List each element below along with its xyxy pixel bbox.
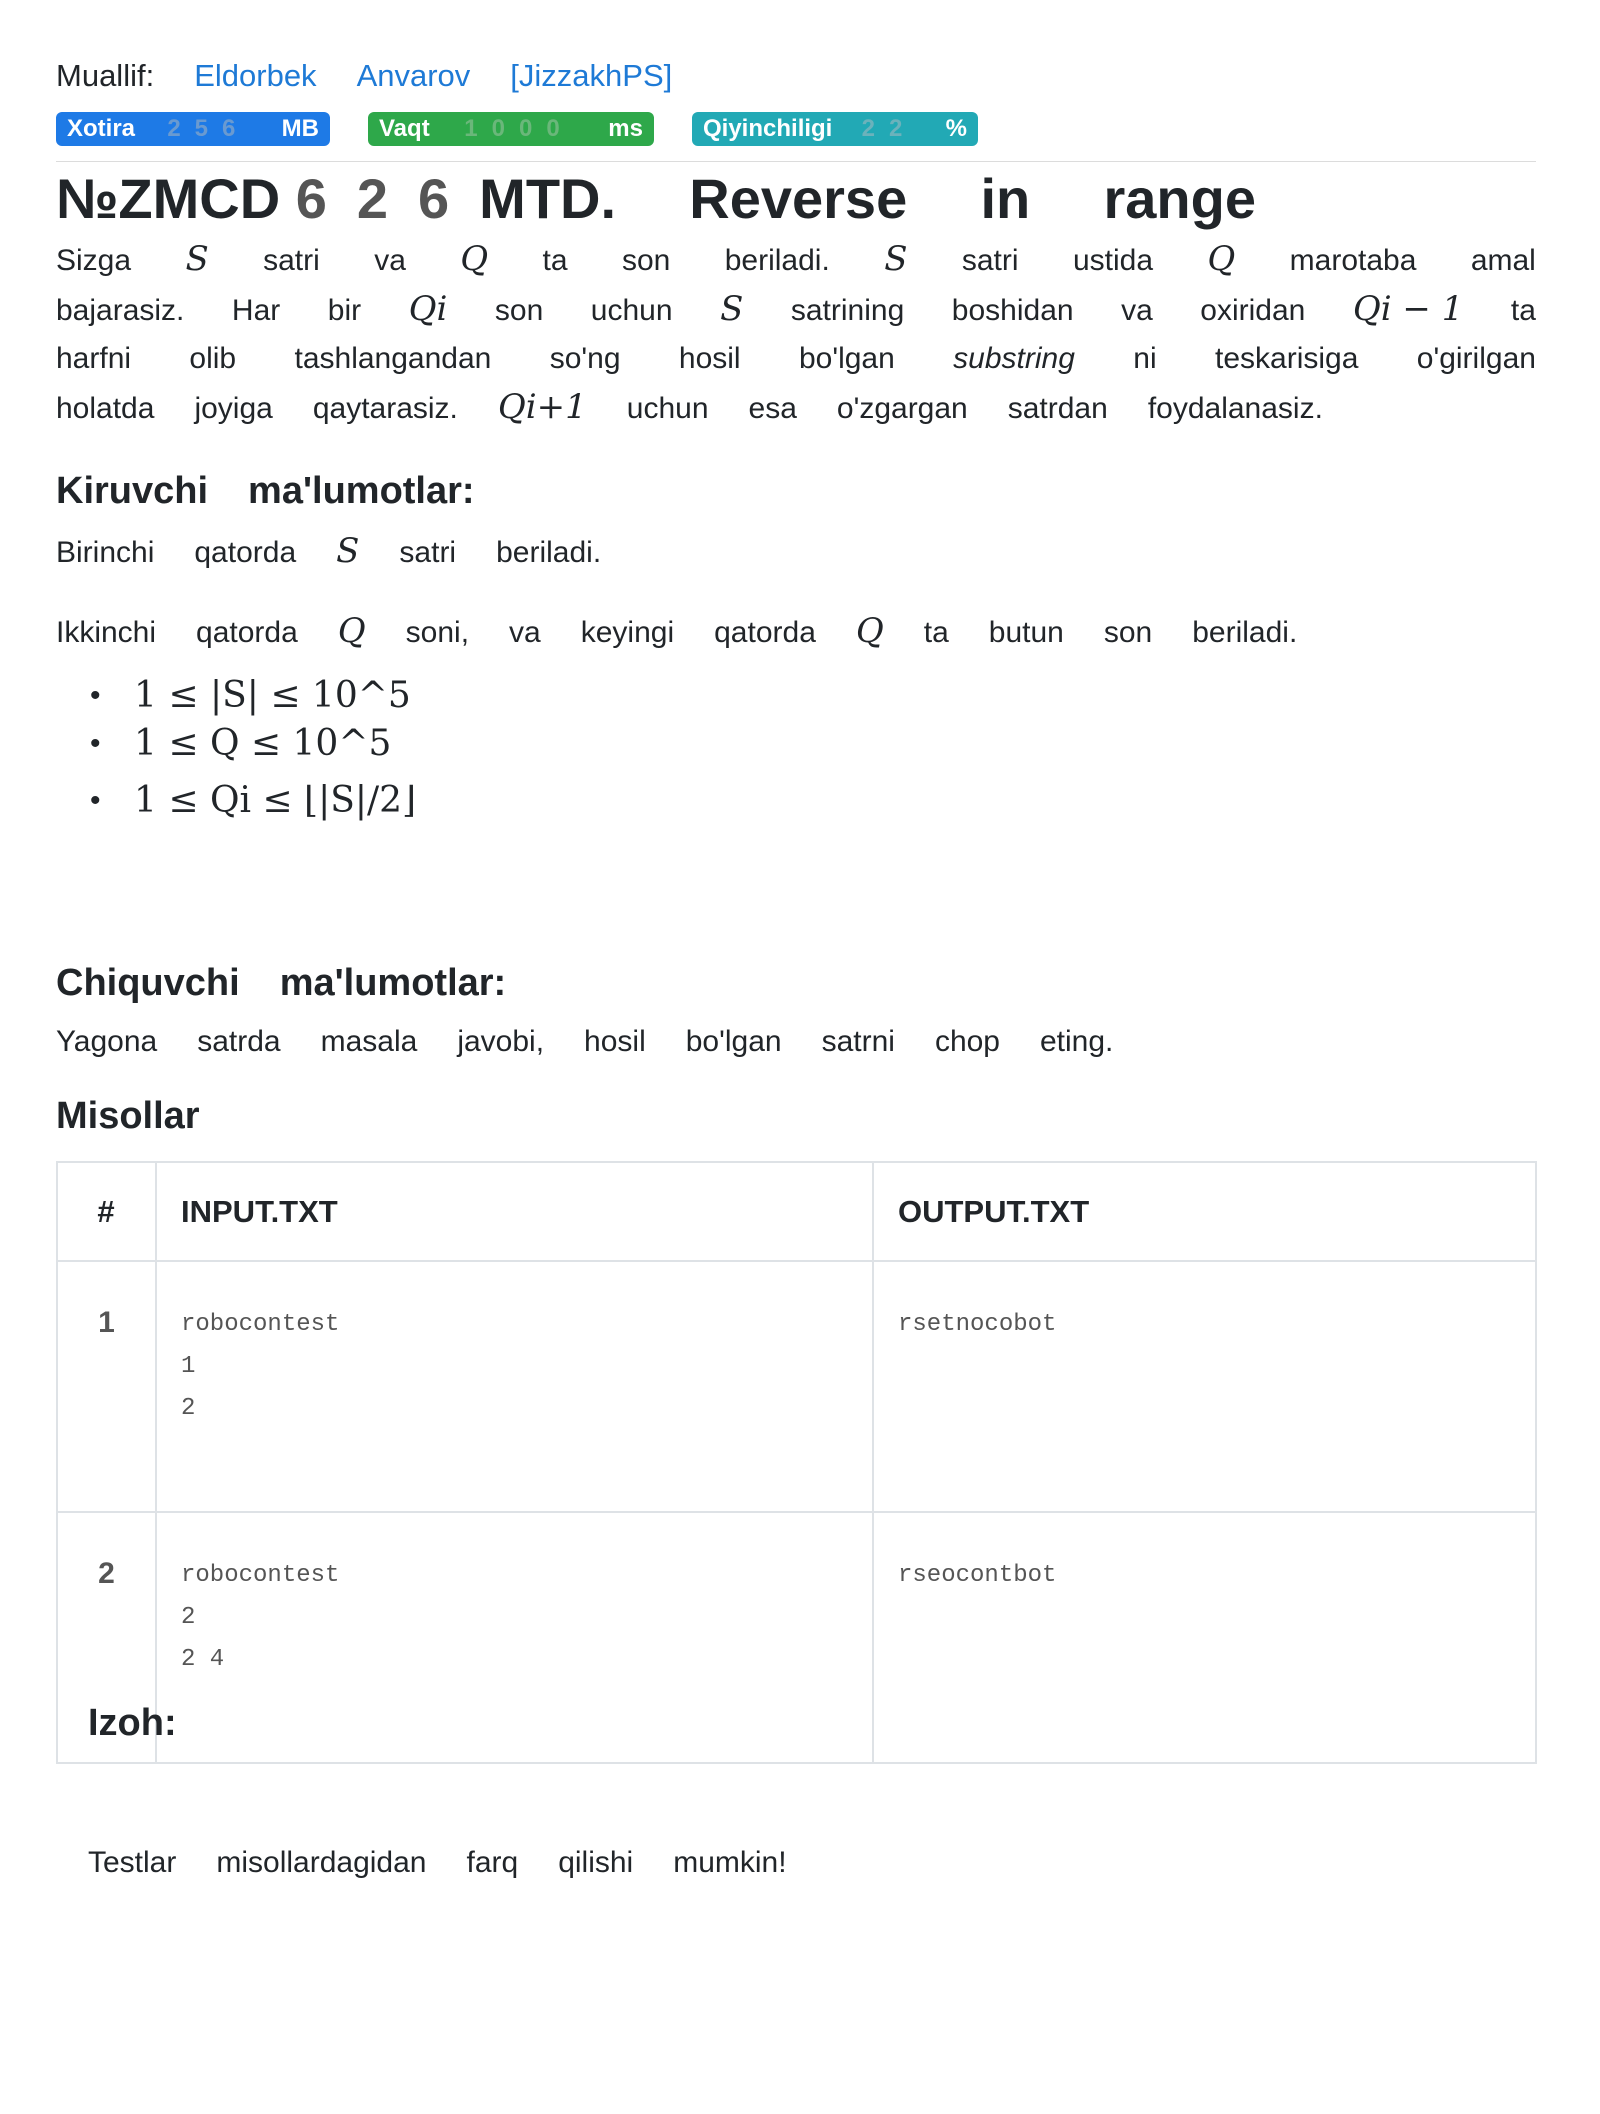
difficulty-badge: [692, 112, 978, 146]
example-output[interactable]: rseocontbot: [873, 1512, 1536, 1763]
word: marotaba: [1289, 244, 1417, 277]
word: bajarasiz.: [56, 294, 185, 327]
word: o'girilgan: [1416, 342, 1536, 375]
word: esa: [748, 392, 797, 425]
note-text: [88, 1846, 787, 1880]
difficulty-value: 22: [861, 115, 917, 142]
word: foydalanasiz.: [1147, 392, 1323, 425]
math-expression: Qi − 1: [1352, 289, 1464, 329]
time-value: 1000: [464, 115, 574, 142]
math-var: S: [720, 289, 744, 329]
word: Sizga: [56, 244, 132, 277]
input-heading: [56, 470, 475, 513]
examples-heading-text: Misollar: [56, 1095, 200, 1137]
word: satri: [961, 244, 1019, 277]
word: va: [1121, 294, 1153, 327]
word: ta: [542, 244, 568, 277]
problem-code-suffix: MTD.: [479, 167, 617, 230]
math-var: S: [884, 239, 908, 279]
word: hosil: [584, 1025, 646, 1058]
table-row: [57, 1512, 1536, 1763]
memory-unit: MB: [281, 115, 319, 142]
word: so'ng: [549, 342, 621, 375]
math-var: Q: [460, 239, 489, 279]
word: ustida: [1072, 244, 1154, 277]
heading-word: ma'lumotlar:: [248, 470, 475, 512]
word: bo'lgan: [798, 342, 895, 375]
constraint-text: 1 ≤ Qi ≤ ⌊|S|/2⌋: [134, 780, 417, 821]
author-label: Muallif:: [56, 58, 155, 93]
word: bir: [327, 294, 362, 327]
word: tashlangandan: [294, 342, 492, 375]
examples-table: [56, 1161, 1537, 1764]
word: qilishi: [558, 1846, 634, 1879]
problem-code: [56, 166, 616, 231]
constraint-item: [90, 780, 417, 821]
word: satrdan: [1007, 392, 1108, 425]
word: boshidan: [951, 294, 1074, 327]
table-row: [57, 1261, 1536, 1512]
divider: [56, 161, 1536, 162]
constraint-text: 1 ≤ Q ≤ 10^5: [134, 723, 392, 764]
problem-name-word: range: [1103, 167, 1256, 230]
word: va: [509, 616, 541, 649]
word: va: [374, 244, 406, 277]
emphasized-word: substring: [953, 342, 1075, 375]
word: ta: [1510, 294, 1536, 327]
word: qatorda: [194, 536, 297, 569]
word: joyiga: [194, 392, 273, 425]
word: satrda: [197, 1025, 281, 1058]
problem-name-word: Reverse: [689, 167, 908, 230]
word: teskarisiga: [1215, 342, 1359, 375]
memory-value: 256: [167, 115, 250, 142]
word: satrining: [790, 294, 905, 327]
author-line: [56, 58, 712, 94]
problem-title: [56, 166, 1256, 236]
word: misollardagidan: [216, 1846, 427, 1879]
math-expression: Qi+1: [497, 387, 587, 427]
column-header-output: OUTPUT.TXT: [873, 1162, 1536, 1261]
word: uchun: [590, 294, 673, 327]
word: satri: [263, 244, 320, 277]
word: masala: [320, 1025, 418, 1058]
word: o'zgargan: [836, 392, 968, 425]
word: oxiridan: [1200, 294, 1306, 327]
word: soni,: [405, 616, 470, 649]
output-line: [56, 1018, 1536, 1066]
input-line-1: [56, 527, 1536, 577]
example-output[interactable]: rsetnocobot: [873, 1261, 1536, 1512]
bullet-icon: •: [90, 679, 101, 712]
word: farq: [466, 1846, 519, 1879]
note-heading-text: Izoh:: [88, 1702, 177, 1744]
example-input[interactable]: robocontest 2 2 4: [156, 1512, 873, 1763]
word: hosil: [678, 342, 741, 375]
problem-name-word: in: [980, 167, 1031, 230]
table-header-row: [57, 1162, 1536, 1261]
word: butun: [988, 616, 1064, 649]
word: ni: [1133, 342, 1157, 375]
examples-heading: [56, 1095, 200, 1138]
word: uchun: [626, 392, 709, 425]
bullet-icon: •: [90, 784, 101, 817]
math-var: Q: [1207, 239, 1236, 279]
word: beriladi.: [1192, 616, 1298, 649]
word: keyingi: [580, 616, 675, 649]
word: harfni: [56, 342, 132, 375]
bullet-icon: •: [90, 727, 101, 760]
example-number: 2: [57, 1512, 156, 1763]
problem-statement: [56, 235, 1536, 433]
memory-limit-badge: [56, 112, 330, 146]
math-var: Q: [855, 611, 884, 651]
author-link-team[interactable]: [JizzakhPS]: [510, 58, 673, 93]
time-label: Vaqt: [379, 115, 430, 142]
heading-word: Kiruvchi: [56, 470, 209, 512]
constraint-item: [90, 723, 392, 764]
word: Testlar: [88, 1846, 177, 1879]
statement-line: [56, 383, 1536, 433]
math-var: S: [336, 531, 360, 571]
word: qaytarasiz.: [312, 392, 458, 425]
input-line-2: [56, 607, 1536, 657]
word: mumkin!: [673, 1846, 787, 1879]
difficulty-label: Qiyinchiligi: [703, 115, 833, 142]
word: javobi,: [457, 1025, 545, 1058]
word: son: [621, 244, 671, 277]
column-header-number: #: [57, 1162, 156, 1261]
time-unit: ms: [608, 115, 643, 142]
word: satri: [399, 536, 457, 569]
statement-line: [56, 335, 1536, 383]
heading-word: ma'lumotlar:: [279, 962, 507, 1004]
constraint-item: [90, 675, 411, 716]
problem-code-prefix: №ZMCD: [56, 167, 281, 230]
math-var: Q: [337, 611, 366, 651]
word: holatda: [56, 392, 155, 425]
word: satrni: [821, 1025, 895, 1058]
example-number: 1: [57, 1261, 156, 1512]
word: Yagona: [56, 1025, 158, 1058]
statement-line: [56, 235, 1536, 285]
word: chop: [934, 1025, 1000, 1058]
math-var: Qi: [408, 289, 448, 329]
word: Birinchi: [56, 536, 155, 569]
word: beriladi.: [724, 244, 830, 277]
word: Har: [231, 294, 281, 327]
word: son: [494, 294, 544, 327]
word: amal: [1470, 244, 1536, 277]
example-input[interactable]: robocontest 1 2: [156, 1261, 873, 1512]
output-heading: [56, 962, 506, 1005]
memory-label: Xotira: [67, 115, 136, 142]
note-heading: [88, 1702, 177, 1745]
word: bo'lgan: [685, 1025, 782, 1058]
word: qatorda: [714, 616, 816, 649]
word: Ikkinchi: [56, 616, 157, 649]
heading-word: Chiquvchi: [56, 962, 240, 1004]
math-var: S: [185, 239, 209, 279]
constraint-text: 1 ≤ |S| ≤ 10^5: [134, 675, 411, 716]
difficulty-unit: %: [945, 115, 967, 142]
time-limit-badge: [368, 112, 654, 146]
author-link-first-name[interactable]: Eldorbek: [194, 58, 317, 93]
word: beriladi.: [496, 536, 602, 569]
word: ta: [923, 616, 949, 649]
problem-code-number: 626: [295, 167, 480, 230]
column-header-input: INPUT.TXT: [156, 1162, 873, 1261]
word: eting.: [1040, 1025, 1114, 1058]
statement-line: [56, 285, 1536, 335]
word: qatorda: [196, 616, 298, 649]
word: olib: [189, 342, 237, 375]
author-link-last-name[interactable]: Anvarov: [356, 58, 471, 93]
word: son: [1103, 616, 1153, 649]
